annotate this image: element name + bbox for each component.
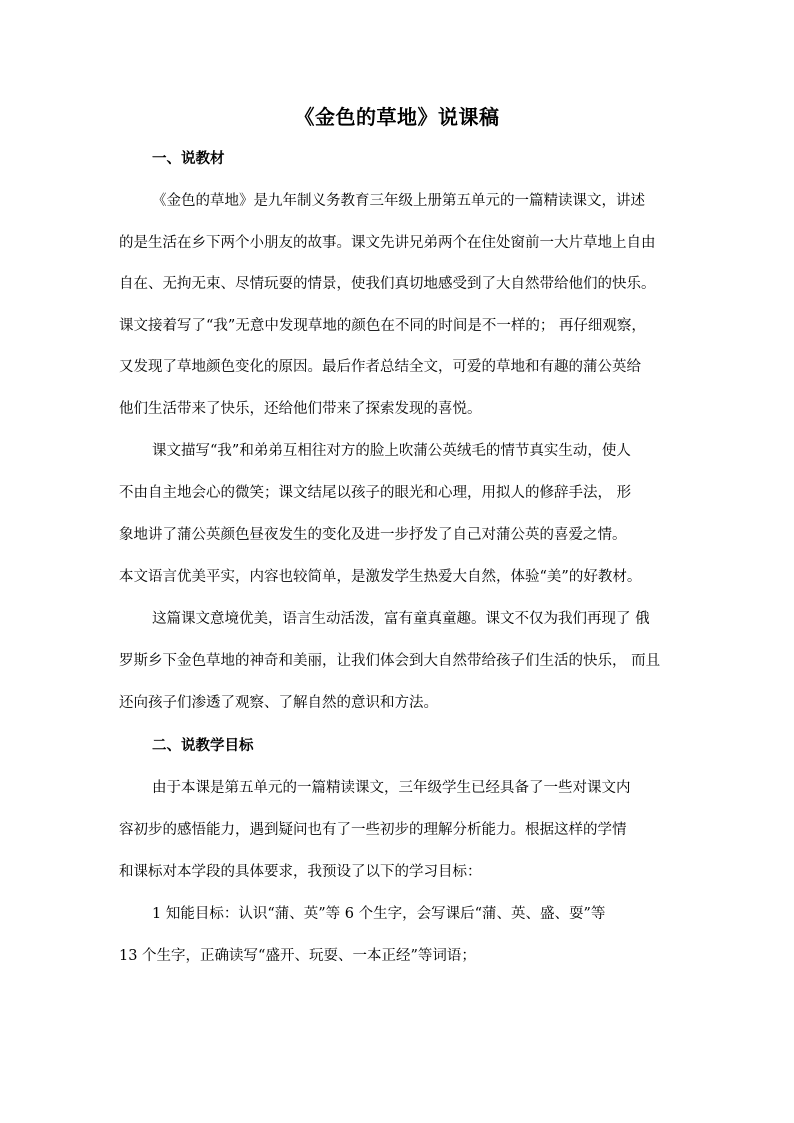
paragraph-line: 的是生活在乡下两个小朋友的故事。课文先讲兄弟两个在住处窗前一大片草地上自由 <box>119 235 656 251</box>
paragraph-line: 1 知能目标：认识“蒲、英”等 6 个生字，会写课后“蒲、英、盛、耍”等 <box>152 906 606 922</box>
paragraph-line: 容初步的感悟能力，遇到疑问也有了一些初步的理解分析能力。根据这样的学情 <box>119 822 627 838</box>
paragraph-line: 由于本课是第五单元的一篇精读课文，三年级学生已经具备了一些对课文内 <box>152 780 631 796</box>
paragraph-line: 不由自主地会心的微笑；课文结尾以孩子的眼光和心理，用拟人的修辞手法， 形 <box>119 485 632 501</box>
paragraph-line: 自在、无拘无束、尽情玩耍的情景，使我们真切地感受到了大自然带给他们的快乐。 <box>119 276 656 292</box>
paragraph-line: 罗斯乡下金色草地的神奇和美丽，让我们体会到大自然带给孩子们生活的快乐， 而且 <box>119 653 661 669</box>
paragraph-line: 还向孩子们渗透了观察、了解自然的意识和方法。 <box>119 695 438 711</box>
paragraph-line: 象地讲了蒲公英颜色昼夜发生的变化及进一步抒发了自己对蒲公英的喜爱之情。 <box>119 527 627 543</box>
paragraph-line: 课文接着写了“我”无意中发现草地的颜色在不同的时间是不一样的； 再仔细观察， <box>119 318 646 334</box>
paragraph-line: 13 个生字，正确读写“盛开、玩耍、一本正经”等词语； <box>119 948 476 964</box>
paragraph-line: 他们生活带来了快乐，还给他们带来了探索发现的喜悦。 <box>119 401 482 417</box>
section-heading-teaching-objectives: 二、说教学目标 <box>152 737 254 754</box>
section-heading-teaching-material: 一、说教材 <box>152 150 225 167</box>
paragraph-line: 又发现了草地颜色变化的原因。最后作者总结全文，可爱的草地和有趣的蒲公英给 <box>119 359 641 375</box>
paragraph-line: 《金色的草地》是九年制义务教育三年级上册第五单元的一篇精读课文，讲述 <box>152 193 645 209</box>
paragraph-line: 本文语言优美平实，内容也较简单，是激发学生热爱大自然，体验“美”的好教材。 <box>119 569 642 585</box>
document-title: 《金色的草地》说课稿 <box>294 105 500 129</box>
paragraph-line: 这篇课文意境优美，语言生动活泼，富有童真童趣。课文不仅为我们再现了 俄 <box>152 611 650 627</box>
paragraph-line: 课文描写“我”和弟弟互相往对方的脸上吹蒲公英绒毛的情节真实生动，使人 <box>152 443 631 459</box>
paragraph-line: 和课标对本学段的具体要求，我预设了以下的学习目标： <box>119 864 482 880</box>
